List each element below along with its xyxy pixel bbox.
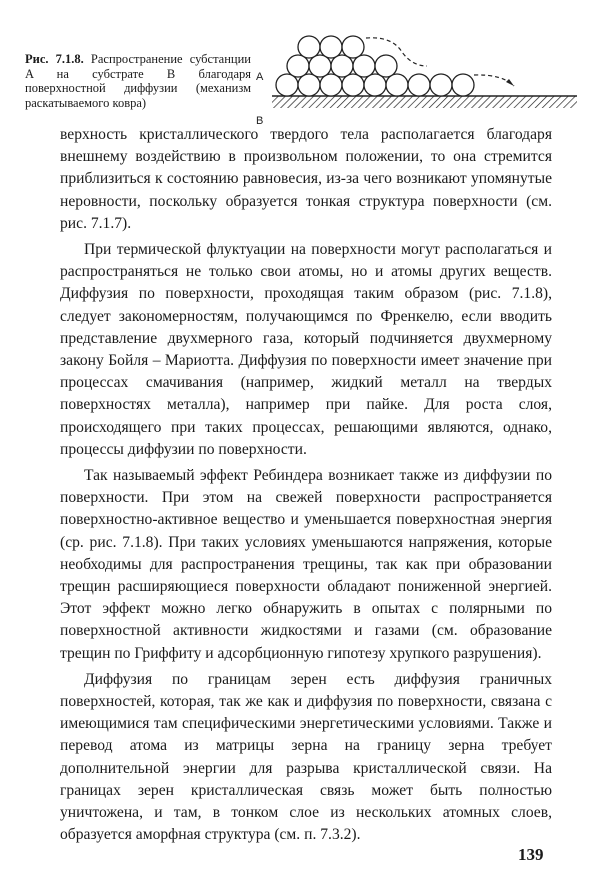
atom (386, 74, 408, 96)
atom (320, 36, 342, 58)
atom (452, 74, 474, 96)
paragraph-3: Так называемый эффект Ребиндера возникает также из диффузии по поверхности. При этом на свежей поверхности распространяется поверхностно-активное вещество и уменьшается поверхностная энергия (ср. рис. 7.1.8). При таких условиях уменьшаются напряжения, которые необходимы для распространения трещины, так как при образовании трещин расширяющиеся поверхности обладают пониженной энергией. Этот эффект можно легко обнаружить в опытах с полярными по поверхностной активности жидкостями и газами (см. образование трещин по Гриффиту и адсорбционную гипотезу хрупкого разрушения). (60, 467, 552, 662)
atom (331, 55, 353, 77)
atom (320, 74, 342, 96)
atom (342, 36, 364, 58)
page-number: 139 (518, 845, 544, 864)
atom (298, 74, 320, 96)
figure-caption-text: Распространение субстанции A на субстрате B благодаря поверхностной диффузии (механизм раскатываемого ковра) (25, 52, 251, 110)
arrow-head (506, 79, 514, 86)
label-a: A (256, 71, 264, 83)
atom (287, 55, 309, 77)
figure-caption (25, 52, 251, 110)
atom (276, 74, 298, 96)
paragraph-1: верхность кристаллического твердого тела располагается благодаря внешнему воздействию в произвольном положении, то она стремится приблизиться к состоянию равновесия, из-за чего возникают упомянутые неровности, поскольку образуется тонкая структура поверхности (см. рис. 7.1.7). (60, 126, 552, 232)
atom (364, 74, 386, 96)
label-b: B (256, 115, 264, 127)
diffusion-diagram (252, 30, 582, 130)
atom (353, 55, 375, 77)
atom (430, 74, 452, 96)
paragraph-4: Диффузия по границам зерен есть диффузия граничных поверхностей, которая, так же как и диффузия по поверхности, связана с имеющимися там специфическими энергетическими условиями. Также и перевод атома из матрицы зерна на границу зерна требует дополнительной энергии для разрыва кристаллической связи. На границах зерен кристаллическая связь может быть полностью уничтожена, и там, в тонком слое из нескольких атомных слоев, образуется аморфная структура (см. п. 7.3.2). (60, 670, 552, 844)
substrate-hatch (272, 96, 577, 108)
atom (408, 74, 430, 96)
body-text (60, 124, 552, 847)
atom (298, 36, 320, 58)
figure-diagram (252, 30, 582, 130)
paragraph-2: При термической флуктуации на поверхности могут располагаться и распространяться не только свои атомы, но и атомы других веществ. Диффузия по поверхности, проходящая таким образом (рис. 7.1.8), следует закономерностям, получающимся по Френкелю, если вводить представление двухмерного газа, который подчиняется двухмерному закону Бойля – Мариотта. Диффузия по поверхности имеет значение при процессах смачивания (например, жидкий металл на твердых поверхностях металла), например при пайке. Для роста слоя, происходящего при таких процессах, решающими являются, однако, процессы диффузии по поверхности. (60, 241, 552, 458)
figure-label: Рис. 7.1.8. (25, 52, 84, 66)
atom (309, 55, 331, 77)
atom (375, 55, 397, 77)
atom (342, 74, 364, 96)
